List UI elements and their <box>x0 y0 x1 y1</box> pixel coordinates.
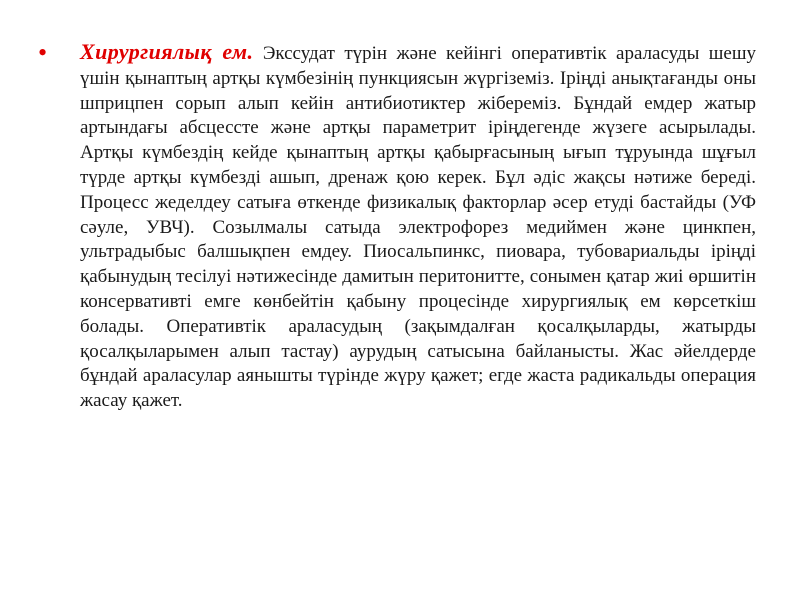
bullet-item <box>38 40 758 414</box>
bullet-marker: • <box>38 38 48 67</box>
section-heading: Хирургиялық ем. <box>80 39 254 64</box>
body-text: Экссудат түрін және кейінгі оперативтік араласуды шешу үшін қынаптың артқы күмбезінің пункциясын жүргіземіз. Іріңді анықтағанды оны шприцпен сорып алып кейін антибиотиктер жібереміз. Бұндай емдер жатыр артындағы абсцессте және артқы параметрит іріңдегенде жүзеге асырылады. Артқы күмбездің кейде қынаптың артқы қабырғасының ығып тұруында шұғыл түрде артқы күмбезді ашып, дренаж қою керек. Бұл әдіс жақсы нәтиже береді. Процесс жеделдеу сатыға өткенде физикалық факторлар әсер етуді бастайды (УФ сәуле, УВЧ). Созылмалы сатыда электрофорез медиймен және цинкпен, ультрадыбыс балшықпен емдеу. Пиосальпинкс, пиовара, тубовариальды іріңді қабынудың тесілуі нәтижесінде дамитын перитонитте, сонымен қатар жиі өршитін консервативті емге көнбейтін қабыну процесінде хирургиялық ем көрсеткіш болады. Оперативтік араласудың (зақымдалған қосалқыларды, жатырды қосалқыларымен алып тастау) аурудың сатысына байланысты. Жас әйелдерде бұндай араласулар аянышты түрінде жүру қажет; егде жаста радикальды операция жасау қажет. <box>80 43 757 412</box>
paragraph <box>80 40 756 414</box>
